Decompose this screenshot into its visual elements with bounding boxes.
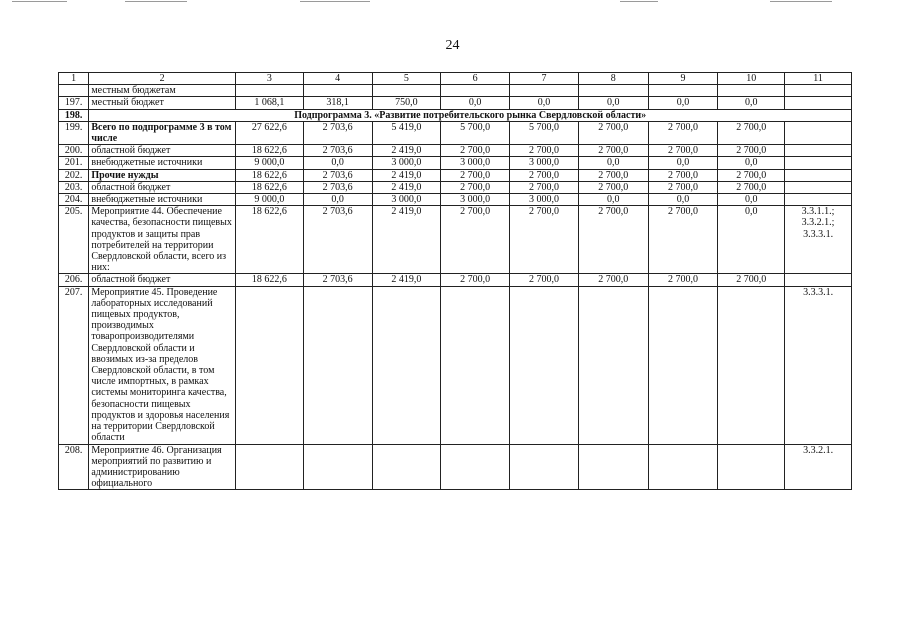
header-cell: 6 (441, 73, 510, 85)
header-cell: 2 (89, 73, 236, 85)
value-cell: 3 000,0 (372, 157, 441, 169)
value-cell: 2 700,0 (718, 145, 785, 157)
target-code (785, 169, 852, 181)
row-description: Мероприятие 46. Организация мероприятий по развитию и администрированию официального (89, 444, 236, 490)
budget-table (58, 72, 852, 490)
value-cell (578, 286, 648, 444)
value-cell (510, 286, 579, 444)
value-cell (441, 85, 510, 97)
table-row (59, 181, 852, 193)
value-cell: 2 700,0 (510, 206, 579, 274)
row-number: 204. (59, 194, 89, 206)
row-description: Прочие нужды (89, 169, 236, 181)
value-cell: 2 703,6 (303, 181, 372, 193)
row-description: внебюджетные источники (89, 157, 236, 169)
value-cell: 18 622,6 (236, 145, 304, 157)
value-cell: 2 700,0 (648, 121, 718, 144)
row-description: Мероприятие 45. Проведение лабораторных исследований пищевых продуктов, производимых товаропроизводителями Свердловской области и ввозимых из-за пределов Свердловской области, в том числе импортных, в рамках системы мониторинга качества, безопасности пищевых продуктов и здоровья населения на территории Свердловской области (89, 286, 236, 444)
page-number: 24 (445, 38, 460, 53)
table-row (59, 274, 852, 286)
value-cell: 2 700,0 (578, 121, 648, 144)
value-cell (441, 286, 510, 444)
value-cell: 2 700,0 (578, 181, 648, 193)
value-cell: 2 700,0 (578, 206, 648, 274)
value-cell: 0,0 (510, 97, 579, 109)
value-cell (303, 444, 372, 490)
value-cell: 2 700,0 (718, 121, 785, 144)
row-number: 201. (59, 157, 89, 169)
value-cell (303, 85, 372, 97)
row-description: местный бюджет (89, 97, 236, 109)
value-cell (236, 286, 304, 444)
value-cell: 9 000,0 (236, 157, 304, 169)
value-cell: 18 622,6 (236, 181, 304, 193)
value-cell (372, 286, 441, 444)
value-cell (236, 444, 304, 490)
top-edge-line (12, 1, 67, 2)
value-cell: 750,0 (372, 97, 441, 109)
header-cell: 10 (718, 73, 785, 85)
header-cell: 1 (59, 73, 89, 85)
value-cell: 2 419,0 (372, 169, 441, 181)
value-cell: 5 700,0 (441, 121, 510, 144)
value-cell: 1 068,1 (236, 97, 304, 109)
value-cell: 3 000,0 (510, 157, 579, 169)
value-cell: 2 419,0 (372, 274, 441, 286)
value-cell: 0,0 (303, 157, 372, 169)
value-cell: 3 000,0 (372, 194, 441, 206)
row-description: областной бюджет (89, 145, 236, 157)
target-code (785, 145, 852, 157)
value-cell: 2 700,0 (441, 274, 510, 286)
value-cell: 2 700,0 (510, 145, 579, 157)
value-cell: 9 000,0 (236, 194, 304, 206)
header-cell: 9 (648, 73, 718, 85)
row-number: 206. (59, 274, 89, 286)
value-cell (578, 85, 648, 97)
value-cell: 0,0 (578, 97, 648, 109)
target-code (785, 194, 852, 206)
value-cell: 0,0 (718, 206, 785, 274)
value-cell: 2 700,0 (648, 274, 718, 286)
value-cell: 2 700,0 (510, 181, 579, 193)
value-cell: 2 700,0 (648, 169, 718, 181)
value-cell (303, 286, 372, 444)
row-number: 199. (59, 121, 89, 144)
top-edge-line (300, 1, 370, 2)
subprogram-title: Подпрограмма 3. «Развитие потребительского рынка Свердловской области» (89, 109, 852, 121)
row-description: внебюджетные источники (89, 194, 236, 206)
target-code (785, 85, 852, 97)
row-number: 198. (59, 109, 89, 121)
row-number: 197. (59, 97, 89, 109)
value-cell (718, 444, 785, 490)
row-number: 207. (59, 286, 89, 444)
table-row (59, 157, 852, 169)
value-cell (510, 85, 579, 97)
row-number: 200. (59, 145, 89, 157)
value-cell: 0,0 (648, 97, 718, 109)
value-cell: 2 700,0 (718, 169, 785, 181)
value-cell (236, 85, 304, 97)
value-cell: 0,0 (718, 194, 785, 206)
table-row (59, 286, 852, 444)
value-cell (648, 444, 718, 490)
row-description: Всего по подпрограмме 3 в том числе (89, 121, 236, 144)
value-cell: 2 700,0 (510, 274, 579, 286)
row-description: местным бюджетам (89, 85, 236, 97)
value-cell: 2 700,0 (578, 274, 648, 286)
value-cell: 3 000,0 (510, 194, 579, 206)
value-cell: 0,0 (718, 97, 785, 109)
value-cell: 2 700,0 (648, 181, 718, 193)
row-number (59, 85, 89, 97)
table-row (59, 145, 852, 157)
top-edge-line (125, 1, 187, 2)
header-cell: 3 (236, 73, 304, 85)
value-cell: 18 622,6 (236, 206, 304, 274)
value-cell: 0,0 (441, 97, 510, 109)
value-cell (718, 85, 785, 97)
value-cell: 2 700,0 (718, 181, 785, 193)
value-cell: 0,0 (648, 194, 718, 206)
header-cell: 7 (510, 73, 579, 85)
top-edge-line (620, 1, 658, 2)
row-number: 205. (59, 206, 89, 274)
value-cell: 2 419,0 (372, 206, 441, 274)
table-row (59, 194, 852, 206)
value-cell: 2 700,0 (441, 181, 510, 193)
value-cell: 2 700,0 (441, 169, 510, 181)
table-row (59, 169, 852, 181)
value-cell: 2 700,0 (441, 145, 510, 157)
row-number: 203. (59, 181, 89, 193)
value-cell: 2 700,0 (578, 169, 648, 181)
value-cell: 18 622,6 (236, 169, 304, 181)
target-code (785, 121, 852, 144)
value-cell: 27 622,6 (236, 121, 304, 144)
table-row (59, 206, 852, 274)
value-cell (718, 286, 785, 444)
value-cell: 5 419,0 (372, 121, 441, 144)
header-cell: 8 (578, 73, 648, 85)
value-cell: 2 700,0 (578, 145, 648, 157)
table-row (59, 97, 852, 109)
value-cell: 0,0 (303, 194, 372, 206)
value-cell: 0,0 (718, 157, 785, 169)
value-cell: 3 000,0 (441, 194, 510, 206)
value-cell: 2 703,6 (303, 169, 372, 181)
target-code (785, 157, 852, 169)
value-cell (510, 444, 579, 490)
value-cell: 2 703,6 (303, 145, 372, 157)
row-description: областной бюджет (89, 274, 236, 286)
row-description: областной бюджет (89, 181, 236, 193)
row-description: Мероприятие 44. Обеспечение качества, безопасности пищевых продуктов и защиты прав потребителей на территории Свердловской области, всего из них: (89, 206, 236, 274)
value-cell: 2 703,6 (303, 274, 372, 286)
value-cell: 2 419,0 (372, 181, 441, 193)
target-code (785, 181, 852, 193)
value-cell: 2 700,0 (648, 206, 718, 274)
header-cell: 11 (785, 73, 852, 85)
value-cell: 0,0 (578, 194, 648, 206)
value-cell: 2 703,6 (303, 206, 372, 274)
value-cell: 2 700,0 (718, 274, 785, 286)
value-cell (648, 85, 718, 97)
header-cell: 5 (372, 73, 441, 85)
value-cell (648, 286, 718, 444)
value-cell: 318,1 (303, 97, 372, 109)
row-number: 202. (59, 169, 89, 181)
value-cell (441, 444, 510, 490)
row-number: 208. (59, 444, 89, 490)
value-cell: 0,0 (578, 157, 648, 169)
value-cell (372, 85, 441, 97)
target-code: 3.3.3.1. (785, 286, 852, 444)
value-cell: 2 700,0 (441, 206, 510, 274)
target-code (785, 97, 852, 109)
value-cell: 5 700,0 (510, 121, 579, 144)
target-code: 3.3.2.1. (785, 444, 852, 490)
value-cell: 3 000,0 (441, 157, 510, 169)
header-row (59, 73, 852, 85)
value-cell: 0,0 (648, 157, 718, 169)
table-row (59, 121, 852, 144)
target-code (785, 274, 852, 286)
header-cell: 4 (303, 73, 372, 85)
value-cell (578, 444, 648, 490)
value-cell: 18 622,6 (236, 274, 304, 286)
table-row (59, 444, 852, 490)
value-cell: 2 419,0 (372, 145, 441, 157)
value-cell: 2 700,0 (648, 145, 718, 157)
value-cell: 2 703,6 (303, 121, 372, 144)
top-edge-line (770, 1, 832, 2)
table-row (59, 85, 852, 97)
table-row (59, 109, 852, 121)
value-cell: 2 700,0 (510, 169, 579, 181)
target-code: 3.3.1.1.; 3.3.2.1.; 3.3.3.1. (785, 206, 852, 274)
value-cell (372, 444, 441, 490)
